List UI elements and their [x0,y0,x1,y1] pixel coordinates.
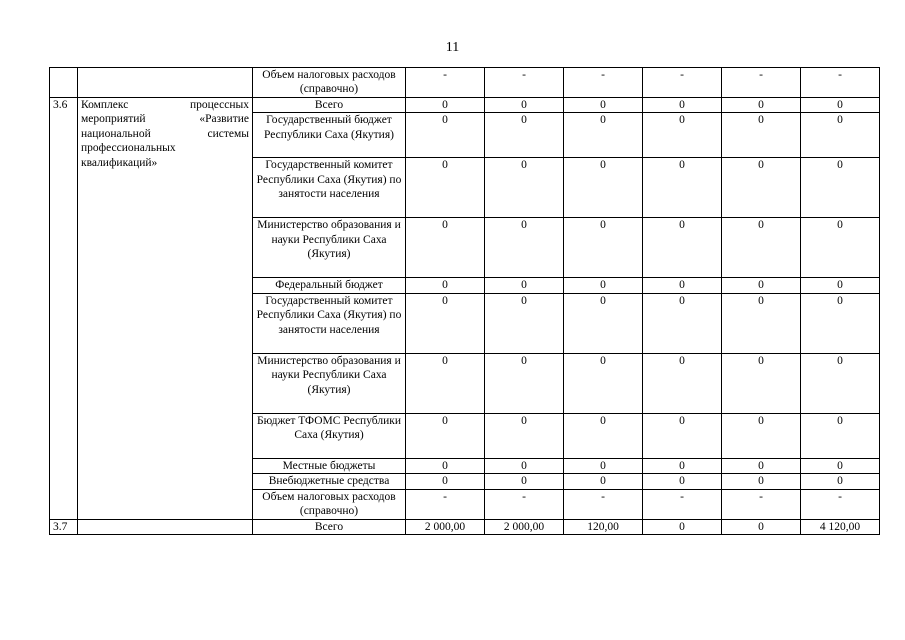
code-cell [50,68,78,98]
source-cell: Бюджет ТФОМС Республики Саха (Якутия) [253,413,406,458]
value-cell: 0 [485,474,564,489]
value-cell: 0 [406,98,485,113]
value-cell: 120,00 [564,519,643,534]
value-cell: - [564,68,643,98]
section-name [78,519,253,534]
value-cell: 0 [485,293,564,353]
value-cell: - [406,68,485,98]
value-cell: 0 [485,218,564,278]
value-cell: 0 [722,474,801,489]
value-cell: 0 [801,278,880,293]
value-cell: 0 [722,458,801,473]
value-cell: 0 [485,113,564,158]
value-cell: 0 [564,113,643,158]
value-cell: - [722,68,801,98]
value-cell: 0 [564,293,643,353]
value-cell: 0 [722,293,801,353]
section-code: 3.7 [50,519,78,534]
value-cell: - [564,489,643,519]
section-code: 3.6 [50,98,78,520]
value-cell: 0 [722,278,801,293]
value-cell: 0 [643,98,722,113]
value-cell: 0 [801,158,880,218]
value-cell: 0 [801,113,880,158]
value-cell: 0 [643,458,722,473]
value-cell: 2 000,00 [485,519,564,534]
source-cell: Местные бюджеты [253,458,406,473]
value-cell: 0 [643,278,722,293]
source-cell: Всего [253,98,406,113]
value-cell: 0 [564,278,643,293]
source-cell: Государственный комитет Республики Саха (Якутия) по занятости населения [253,293,406,353]
value-cell: 0 [722,413,801,458]
value-cell: 2 000,00 [406,519,485,534]
table-row [50,68,880,98]
value-cell: 0 [722,353,801,413]
value-cell: 0 [722,98,801,113]
value-cell: 0 [485,353,564,413]
value-cell: 0 [406,293,485,353]
value-cell: 0 [485,458,564,473]
value-cell: 0 [801,98,880,113]
value-cell: 0 [801,353,880,413]
page-number: 11 [445,40,460,55]
source-cell: Объем налоговых расходов (справочно) [253,68,406,98]
source-cell: Внебюджетные средства [253,474,406,489]
value-cell: 0 [801,413,880,458]
value-cell: 0 [564,218,643,278]
value-cell: 0 [801,474,880,489]
value-cell: 0 [801,218,880,278]
value-cell: 0 [722,218,801,278]
value-cell: 0 [722,113,801,158]
value-cell: 0 [564,474,643,489]
value-cell: - [643,68,722,98]
value-cell: 0 [485,413,564,458]
value-cell: 0 [406,353,485,413]
value-cell: 0 [406,458,485,473]
value-cell: 4 120,00 [801,519,880,534]
value-cell: 0 [406,413,485,458]
source-cell: Всего [253,519,406,534]
value-cell: 0 [643,218,722,278]
value-cell: 0 [485,98,564,113]
value-cell: 0 [722,158,801,218]
value-cell: 0 [485,158,564,218]
value-cell: 0 [643,353,722,413]
value-cell: - [722,489,801,519]
value-cell: 0 [643,413,722,458]
value-cell: 0 [643,519,722,534]
budget-table [49,67,880,535]
value-cell: 0 [801,458,880,473]
value-cell: - [485,489,564,519]
value-cell: 0 [564,353,643,413]
value-cell: 0 [564,413,643,458]
source-cell: Государственный комитет Республики Саха (Якутия) по занятости населения [253,158,406,218]
table-row [50,519,880,534]
value-cell: 0 [406,278,485,293]
value-cell: 0 [406,113,485,158]
value-cell: - [406,489,485,519]
value-cell: 0 [406,218,485,278]
value-cell: 0 [485,278,564,293]
source-cell: Федеральный бюджет [253,278,406,293]
value-cell: 0 [406,158,485,218]
value-cell: 0 [564,458,643,473]
value-cell: - [801,68,880,98]
value-cell: 0 [643,158,722,218]
value-cell: 0 [643,113,722,158]
value-cell: - [643,489,722,519]
value-cell: 0 [564,98,643,113]
value-cell: 0 [564,158,643,218]
value-cell: 0 [643,293,722,353]
value-cell: 0 [801,293,880,353]
value-cell: - [801,489,880,519]
source-cell: Министерство образования и науки Республики Саха (Якутия) [253,218,406,278]
source-cell: Объем налоговых расходов (справочно) [253,489,406,519]
value-cell: 0 [406,474,485,489]
source-cell: Государственный бюджет Республики Саха (Якутия) [253,113,406,158]
value-cell: - [485,68,564,98]
section-name: Комплекс процессных мероприятий «Развитие национальной системы профессиональных квалификаций» [78,98,253,520]
value-cell: 0 [722,519,801,534]
value-cell: 0 [643,474,722,489]
source-cell: Министерство образования и науки Республики Саха (Якутия) [253,353,406,413]
table-row [50,98,880,113]
name-cell [78,68,253,98]
